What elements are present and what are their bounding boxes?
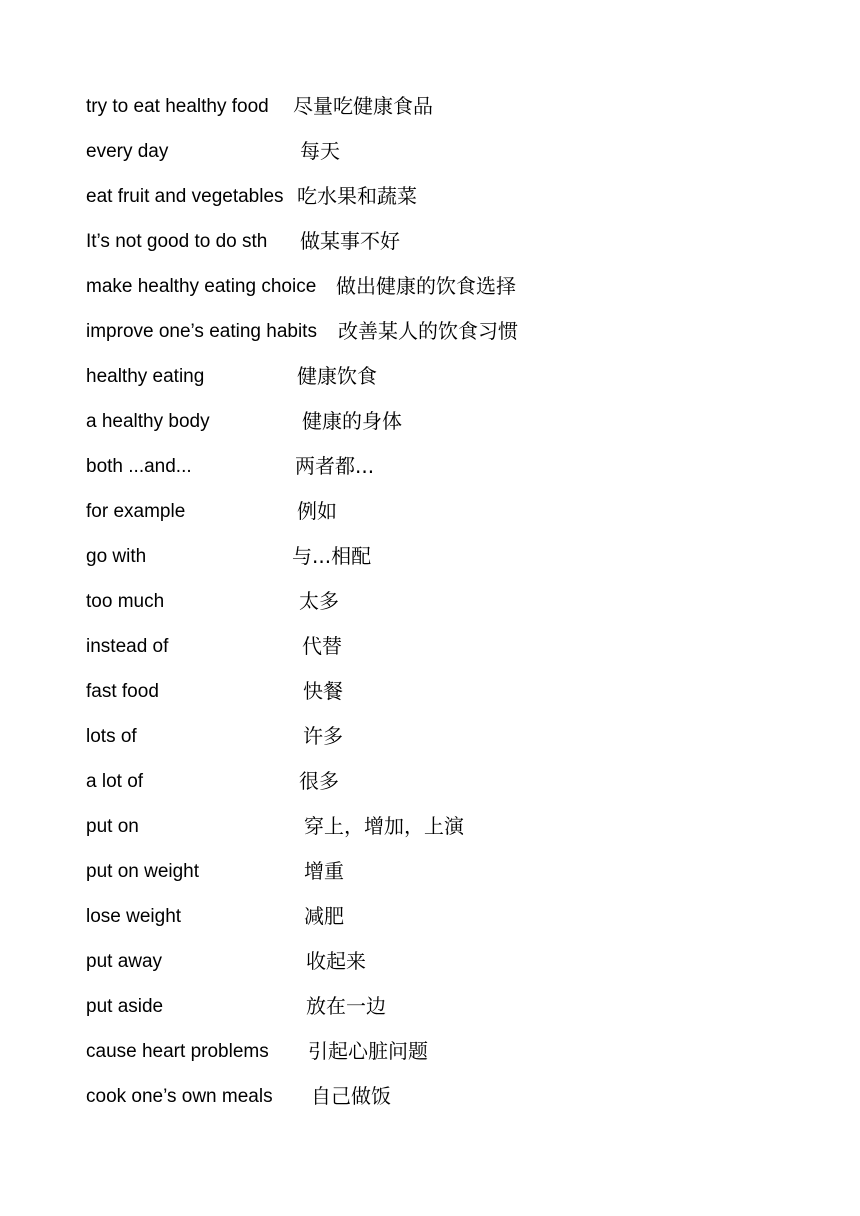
english-phrase: make healthy eating choice bbox=[86, 276, 317, 297]
english-phrase: healthy eating bbox=[86, 366, 205, 387]
chinese-translation: 太多 bbox=[299, 589, 339, 613]
chinese-translation: 收起来 bbox=[306, 949, 366, 973]
list-item bbox=[86, 939, 786, 984]
english-phrase: a healthy body bbox=[86, 411, 210, 432]
english-phrase: put on weight bbox=[86, 861, 200, 882]
chinese-translation: 与...相配 bbox=[292, 544, 372, 568]
english-phrase: both ...and... bbox=[86, 456, 192, 477]
english-phrase: It’s not good to do sth bbox=[86, 231, 268, 252]
english-phrase: fast food bbox=[86, 681, 159, 702]
list-item bbox=[86, 399, 786, 444]
list-item bbox=[86, 444, 786, 489]
chinese-translation: 代替 bbox=[302, 634, 342, 658]
chinese-translation: 快餐 bbox=[303, 679, 343, 703]
chinese-translation: 穿上，增加，上演 bbox=[304, 814, 464, 838]
list-item bbox=[86, 849, 786, 894]
chinese-translation: 做某事不好 bbox=[300, 229, 400, 253]
chinese-translation: 健康饮食 bbox=[297, 364, 377, 388]
chinese-translation: 放在一边 bbox=[306, 994, 386, 1018]
english-phrase: cause heart problems bbox=[86, 1041, 269, 1062]
english-phrase: eat fruit and vegetables bbox=[86, 186, 284, 207]
chinese-translation: 做出健康的饮食选择 bbox=[336, 274, 516, 298]
english-phrase: improve one’s eating habits bbox=[86, 321, 317, 342]
list-item bbox=[86, 669, 786, 714]
list-item bbox=[86, 264, 786, 309]
chinese-translation: 健康的身体 bbox=[302, 409, 402, 433]
chinese-translation: 例如 bbox=[297, 499, 337, 523]
english-phrase: lose weight bbox=[86, 906, 182, 927]
vocabulary-list bbox=[86, 84, 786, 1119]
list-item bbox=[86, 984, 786, 1029]
english-phrase: cook one’s own meals bbox=[86, 1086, 273, 1107]
chinese-translation: 每天 bbox=[300, 139, 340, 163]
list-item bbox=[86, 624, 786, 669]
list-item bbox=[86, 579, 786, 624]
list-item bbox=[86, 1074, 786, 1119]
chinese-translation: 自己做饭 bbox=[311, 1084, 391, 1108]
list-item bbox=[86, 129, 786, 174]
list-item bbox=[86, 219, 786, 264]
chinese-translation: 尽量吃健康食品 bbox=[293, 94, 433, 118]
english-phrase: too much bbox=[86, 591, 165, 612]
english-phrase: put aside bbox=[86, 996, 164, 1017]
chinese-translation: 很多 bbox=[299, 769, 339, 793]
chinese-translation: 增重 bbox=[304, 859, 344, 883]
list-item bbox=[86, 84, 786, 129]
english-phrase: every day bbox=[86, 141, 169, 162]
list-item bbox=[86, 714, 786, 759]
english-phrase: lots of bbox=[86, 726, 137, 747]
chinese-translation: 两者都... bbox=[295, 454, 375, 478]
english-phrase: go with bbox=[86, 546, 147, 567]
list-item bbox=[86, 804, 786, 849]
list-item bbox=[86, 489, 786, 534]
chinese-translation: 引起心脏问题 bbox=[308, 1039, 428, 1063]
english-phrase: a lot of bbox=[86, 771, 144, 792]
english-phrase: put on bbox=[86, 816, 139, 837]
list-item bbox=[86, 759, 786, 804]
list-item bbox=[86, 894, 786, 939]
english-phrase: instead of bbox=[86, 636, 169, 657]
list-item bbox=[86, 534, 786, 579]
english-phrase: for example bbox=[86, 501, 186, 522]
list-item bbox=[86, 174, 786, 219]
english-phrase: put away bbox=[86, 951, 163, 972]
chinese-translation: 减肥 bbox=[304, 904, 344, 928]
chinese-translation: 吃水果和蔬菜 bbox=[297, 184, 417, 208]
english-phrase: try to eat healthy food bbox=[86, 96, 269, 117]
list-item bbox=[86, 309, 786, 354]
chinese-translation: 许多 bbox=[303, 724, 343, 748]
chinese-translation: 改善某人的饮食习惯 bbox=[338, 319, 518, 343]
list-item bbox=[86, 354, 786, 399]
list-item bbox=[86, 1029, 786, 1074]
